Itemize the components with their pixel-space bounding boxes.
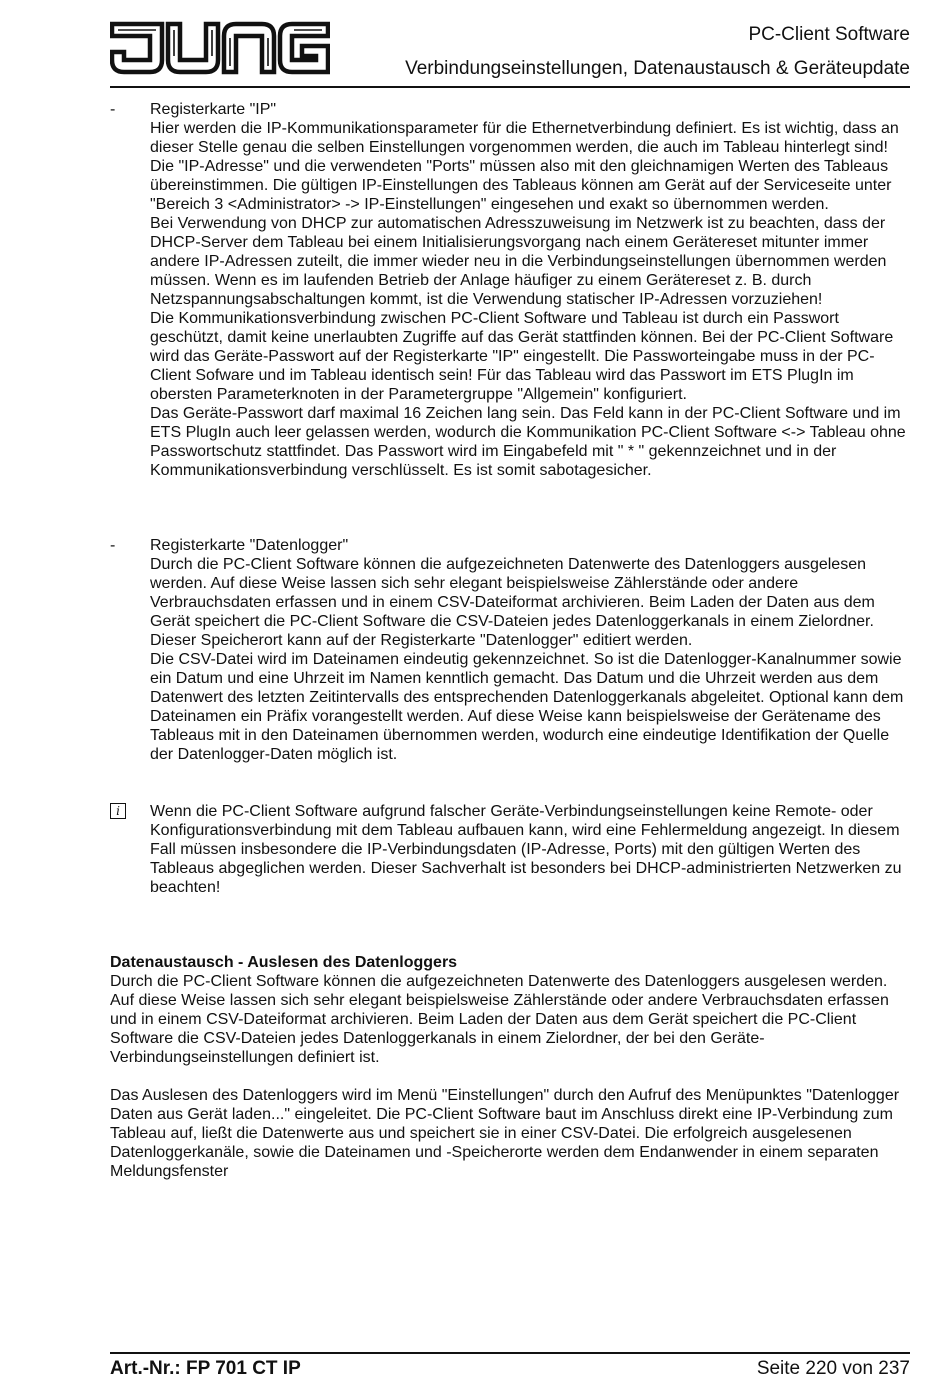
jung-logo — [110, 20, 330, 76]
info-note — [110, 802, 910, 897]
section-ip-paragraph-4: Das Geräte-Passwort darf maximal 16 Zeichen lang sein. Das Feld kann in der PC-Client Software und im ETS PlugIn auch leer gelassen werden, wodurch die Kommunikation PC-Client Software <-> Tableau ohne Passwortschutz stattfindet. Das Passwort wird im Eingabefeld mit " * " gekennzeichnet und in der Kommunikationsverbindung verschlüsselt. Es ist somit sabotagesicher. — [150, 405, 906, 479]
section-datenaustausch-heading: Datenaustausch - Auslesen des Datenloggers — [110, 954, 458, 971]
section-ip-paragraph-1: Hier werden die IP-Kommunikationsparameter für die Ethernetverbindung definiert. Es ist wichtig, dass an dieser Stelle genau die selben Einstellungen vorgenommen werden, die auch im Tableau hinterlegt sind! Die "IP-Adresse" und die verwendeten "Ports" müssen also mit den gleichnamigen Werten des Tableaus übereinstimmen. Die gültigen IP-Einstellungen des Tableaus können am Gerät auf der Serviceseite unter "Bereich 3 <Administrator> -> IP-Einstellungen" eingesehen und exakt so übernommen werden. — [150, 120, 899, 213]
document-title: PC-Client Software — [748, 24, 910, 45]
info-note-text: Wenn die PC-Client Software aufgrund falscher Geräte-Verbindungseinstellungen keine Remote- oder Konfigurationsverbindung mit dem Tableau aufbauen kann, wird eine Fehlermeldung angezeigt. In diesem Fall müssen insbesondere die IP-Verbindungsdaten (IP-Adresse, Ports) mit den gültigen Werten des Tableaus abgeglichen werden. Dieser Sachverhalt ist besonders bei DHCP-administrierten Netzwerken zu beachten! — [150, 803, 902, 896]
article-number: Art.-Nr.: FP 701 CT IP — [110, 1358, 301, 1379]
page-content — [110, 100, 910, 1181]
section-datenaustausch — [110, 953, 910, 1181]
section-datenaustausch-paragraph-1: Durch die PC-Client Software können die aufgezeichneten Datenwerte des Datenloggers ausgelesen werden. Auf diese Weise lassen sich sehr elegant beispielsweise Zählerstände oder andere Verbrauchsdaten erfassen und in einem CSV-Dateiformat archivieren. Beim Laden der Daten aus dem Gerät speichert die PC-Client Software die CSV-Dateien jedes Datenloggerkanals in einem Zielordner, der bei den Geräte-Verbindungseinstellungen definiert ist. — [110, 973, 889, 1066]
header-divider — [110, 86, 910, 88]
section-datenlogger-paragraph-2: Die CSV-Datei wird im Dateinamen eindeutig gekennzeichnet. So ist die Datenlogger-Kanalnummer sowie ein Datum und eine Uhrzeit im Namen kenntlich gemacht. Das Datum und die Uhrzeit werden aus dem Datenwert des letzten Zeitintervalls des entsprechenden Datenloggerkanals abgeleitet. Optional kann dem Dateinamen ein Präfix vorangestellt werden. Auf diese Weise kann beispielsweise der Gerätename des Tableaus mit in den Dateinamen übernommen werden, wodurch eine eindeutige Identifikation der Quelle der Datenlogger-Daten möglich ist. — [150, 651, 904, 763]
section-datenlogger — [110, 536, 910, 764]
section-ip-paragraph-2: Bei Verwendung von DHCP zur automatischen Adresszuweisung im Netzwerk ist zu beachten, dass der DHCP-Server dem Tableau bei einem Initialisierungsvorgang nach einem Gerätereset mitunter immer andere IP-Adressen zuteilt, die immer wieder neu in die Verbindungseinstellungen übernommen werden müssen. Wenn es im laufenden Betrieb der Anlage häufiger zu einem Gerätereset z. B. durch Netzspannungsabschaltungen kommt, ist die Verwendung statischer IP-Adressen vorzuziehen! — [150, 215, 887, 308]
section-datenlogger-heading: Registerkarte "Datenlogger" — [150, 537, 349, 554]
footer-divider — [110, 1352, 910, 1354]
list-bullet: - — [110, 101, 116, 118]
info-icon: i — [110, 803, 126, 819]
section-ip-heading: Registerkarte "IP" — [150, 101, 277, 118]
section-ip — [110, 100, 910, 480]
page-number: Seite 220 von 237 — [756, 1358, 910, 1379]
list-bullet: - — [110, 537, 116, 554]
section-datenlogger-paragraph-1: Durch die PC-Client Software können die aufgezeichneten Datenwerte des Datenloggers ausgelesen werden. Auf diese Weise lassen sich sehr elegant beispielsweise Zählerstände oder andere Verbrauchsdaten erfassen und in einem CSV-Dateiformat archivieren. Beim Laden der Daten aus dem Gerät speichert die PC-Client Software die CSV-Dateien jedes Datenloggerkanals in einem Zielordner. Dieser Speicherort kann auf der Registerkarte "Datenlogger" editiert werden. — [150, 556, 875, 649]
section-datenaustausch-paragraph-2: Das Auslesen des Datenloggers wird im Menü "Einstellungen" durch den Aufruf des Menüpunktes "Datenlogger Daten aus Gerät laden..." eingeleitet. Die PC-Client Software baut im Anschluss direkt eine IP-Verbindung zum Tableau auf, ließt die Datenwerte aus und speichert sie in einer CSV-Datei. Die erfolgreich ausgelesenen Datenloggerkanäle, sowie die Dateinamen und -Speicherorte werden dem Endanwender in einem separaten Meldungsfenster — [110, 1087, 900, 1180]
document-subtitle: Verbindungseinstellungen, Datenaustausch & Geräteupdate — [405, 58, 910, 79]
section-ip-paragraph-3: Die Kommunikationsverbindung zwischen PC-Client Software und Tableau ist durch ein Passwort geschützt, damit keine unerlaubten Zugriffe auf das Gerät stattfinden können. Bei der PC-Client Software wird das Geräte-Passwort auf der Registerkarte "IP" eingestellt. Die Passworteingabe muss in der PC-Client Sofware und im Tableau identisch sein! Für das Tableau wird das Passwort im ETS PlugIn im obersten Parameterknoten in der Parametergruppe "Allgemein" konfiguriert. — [150, 310, 894, 403]
